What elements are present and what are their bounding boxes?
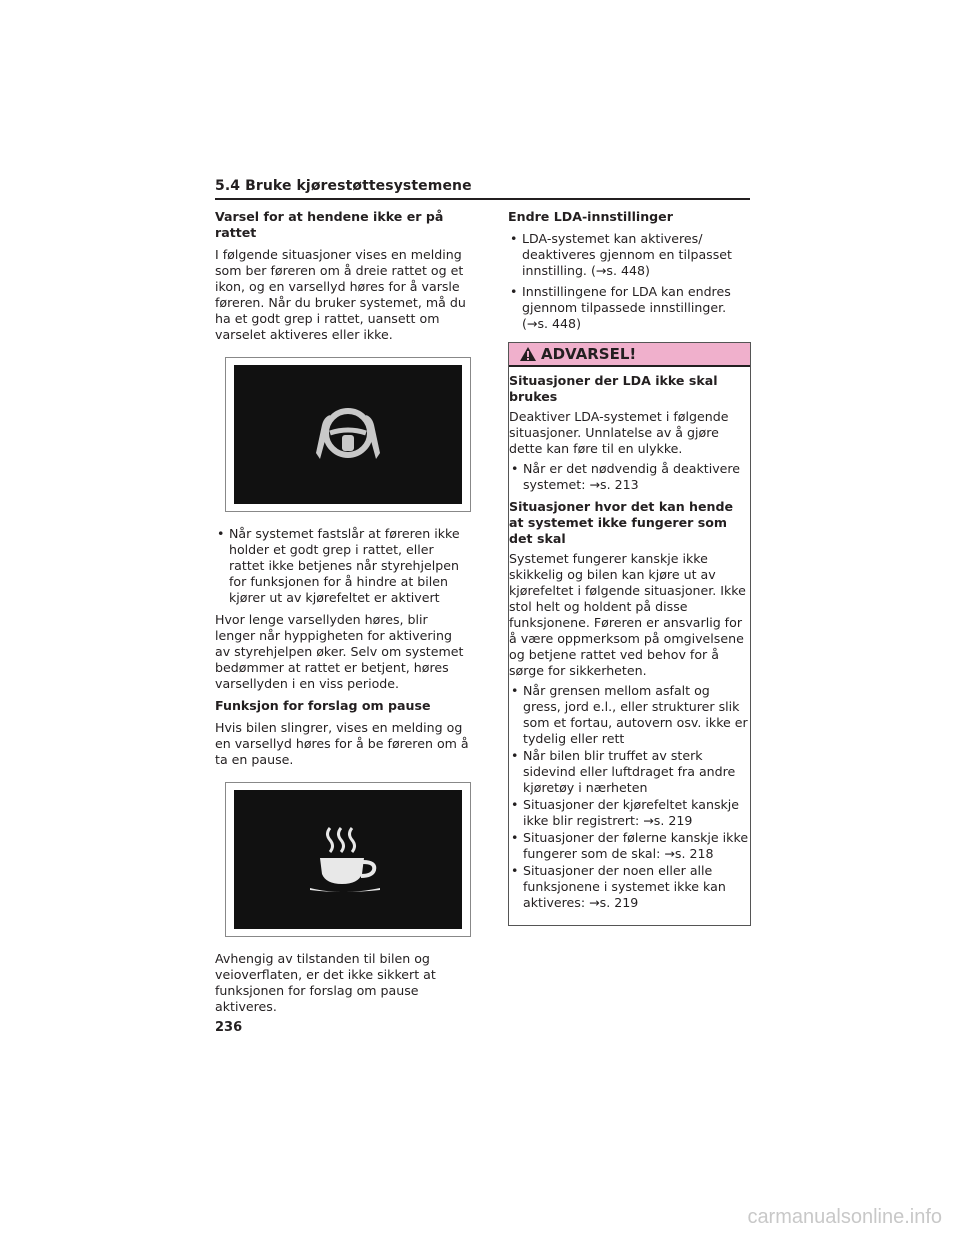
list-item: • Situasjoner der noen eller alle funksjonene i systemet ikke kan aktiveres: →s. 219 — [509, 863, 750, 911]
hands-on-wheel-icon — [308, 403, 388, 467]
right-column — [508, 209, 751, 926]
list-item: • Når er det nødvendig å deaktivere systemet: →s. 213 — [509, 461, 750, 493]
list-item: • Når grensen mellom asfalt og gress, jord e.l., eller strukturer slik som et fortau, autovern osv. ikke er tydelig eller rett — [509, 683, 750, 747]
paragraph: Hvor lenge varsellyden høres, blir lenger når hyppigheten for aktivering av styrehjelpen øker. Selv om systemet bedømmer at rattet er betjent, høres varsellyden i en viss periode. — [215, 612, 464, 691]
bullet-list — [508, 231, 751, 332]
list-item: • Situasjoner der kjørefeltet kanskje ikke blir registrert: →s. 219 — [509, 797, 750, 829]
warning-bullets — [509, 461, 750, 493]
warning-heading: Situasjoner der LDA ikke skal brukes — [509, 373, 718, 404]
paragraph: Hvis bilen slingrer, vises en melding og en varsellyd høres for å be føreren om å ta en pause. — [215, 720, 469, 767]
list-item: • Situasjoner der følerne kanskje ikke fungerer som de skal: →s. 218 — [509, 830, 750, 862]
list-item: • Innstillingene for LDA kan endres gjennom tilpassede innstillinger. (→s. 448) — [508, 284, 751, 332]
warning-bullets — [509, 683, 750, 911]
header-divider — [215, 198, 750, 200]
watermark: carmanualsonline.info — [747, 1206, 942, 1228]
list-item: • LDA-systemet kan aktiveres/ deaktiveres gjennom en tilpasset innstilling. (→s. 448) — [508, 231, 751, 279]
display-screen — [234, 365, 462, 504]
display-screen — [234, 790, 462, 929]
figure-hands-on-wheel — [225, 357, 471, 512]
paragraph: Avhengig av tilstanden til bilen og veioverflaten, er det ikke sikkert at funksjonen for forslag om pause aktiveres. — [215, 951, 436, 1014]
warning-body — [509, 367, 750, 925]
page-number: 236 — [215, 1020, 243, 1035]
section-header: 5.4 Bruke kjørestøttesystemene — [215, 178, 472, 194]
paragraph: I følgende situasjoner vises en melding som ber føreren om å dreie rattet og et ikon, og en varsellyd høres for å varsle føreren. Når du bruker systemet, må du ha et godt grep i rattet, uansett om varselet aktiveres eller ikke. — [215, 247, 466, 342]
left-column — [215, 209, 470, 1021]
warning-box — [508, 342, 751, 926]
warning-header — [509, 343, 750, 367]
heading-break-suggestion: Funksjon for forslag om pause — [215, 698, 431, 713]
figure-coffee-cup — [225, 782, 471, 937]
warning-paragraph: Deaktiver LDA-systemet i følgende situasjoner. Unnlatelse av å gjøre dette kan føre til en ulykke. — [509, 409, 729, 456]
coffee-cup-icon — [308, 824, 388, 896]
heading-lda-settings: Endre LDA-innstillinger — [508, 209, 673, 224]
list-item: • Når bilen blir truffet av sterk sidevind eller luftdraget fra andre kjøretøy i nærheten — [509, 748, 750, 796]
warning-title: ADVARSEL! — [541, 345, 637, 363]
warning-heading: Situasjoner hvor det kan hende at systemet ikke fungerer som det skal — [509, 499, 734, 546]
list-item: • Når systemet fastslår at føreren ikke holder et godt grep i rattet, eller rattet ikke betjenes når styrehjelpen for funksjonen for å hindre at bilen kjører ut av kjørefeltet er aktivert — [215, 526, 470, 606]
heading-hands-off-warning: Varsel for at hendene ikke er på rattet — [215, 209, 444, 240]
warning-paragraph: Systemet fungerer kanskje ikke skikkelig og bilen kan kjøre ut av kjørefeltet i følgende situasjoner. Ikke stol helt og holdent på disse funksjonene. Føreren er ansvarlig for å være oppmerksom på omgivelsene og betjene rattet ved behov for å sørge for sikkerheten. — [509, 551, 746, 678]
warning-triangle-icon — [519, 346, 537, 362]
bullet-list — [215, 526, 470, 606]
